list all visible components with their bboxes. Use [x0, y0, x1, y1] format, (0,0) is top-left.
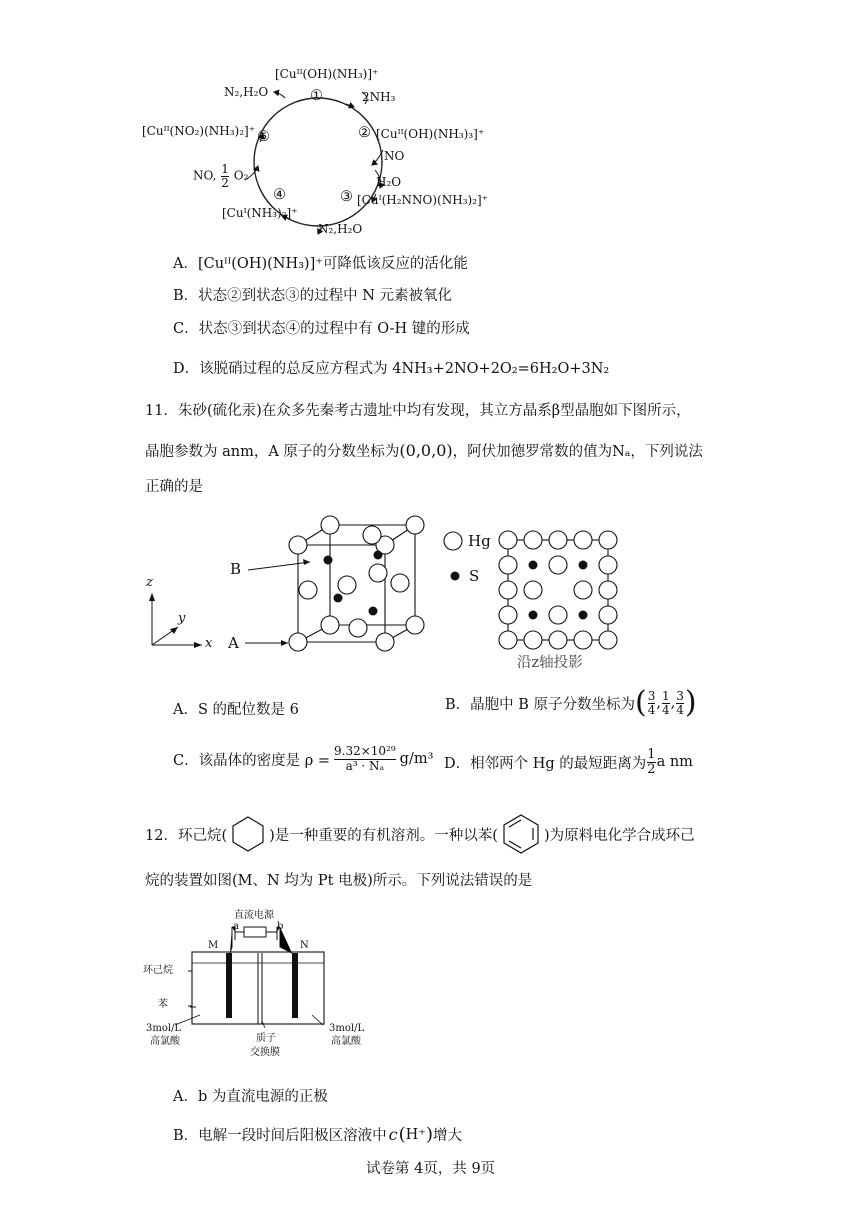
cycle-state-4: [Cuᴵ(NH₃)₂]⁺: [222, 206, 298, 220]
s-atom: [324, 556, 333, 565]
cycle-num-2: ②: [358, 125, 371, 141]
s-atom: [374, 551, 383, 560]
page-footer: 试卷第 4页，共 9页: [366, 1161, 496, 1177]
cycle-state-5: [Cuᴵᴵ(NO₂)(NH₃)₂]⁺: [142, 124, 256, 138]
q11-option-d: D．相邻两个 Hg 的最短距离为 $\frac{1}{2}$ a nm: [444, 747, 693, 777]
q12-option-a: A．b 为直流电源的正极: [173, 1089, 328, 1105]
cycle-state-2: [Cuᴵᴵ(OH)(NH₃)₃]⁺: [376, 127, 485, 141]
cycle-num-5: ⑤: [257, 129, 270, 145]
q11-option-c: C．该晶体的密度是 ρ = 9.32×10²⁹ a³ · Nₐ g/m³: [173, 744, 434, 773]
cycle-num-3: ③: [340, 189, 353, 205]
q10-option-c: C．状态③到状态④的过程中有 O-H 键的形成: [173, 321, 470, 337]
cycle-state-1: [Cuᴵᴵ(OH)(NH₃)]⁺: [275, 67, 379, 81]
benzene-inlet: 苯: [158, 999, 168, 1010]
axis-y: y: [178, 611, 186, 626]
q12-stem-line1: 12．环己烷( )是一种重要的有机溶剂。一种以苯( )为原料电化学合成环己: [145, 812, 695, 856]
cyclohexane-outlet: 环己烷: [143, 965, 173, 976]
avogadro-symbol: Nₐ: [612, 444, 631, 460]
hg-atom: [376, 633, 394, 651]
cycle-in-no-o2: NO, $\frac{1}{2}$ O₂: [193, 162, 249, 190]
q11-option-b: B．晶胞中 B 原子分数坐标为 ( $\frac{3}{4}$ , $\frac{1}{4}$ , $\frac{3}{4}$ ): [445, 685, 697, 720]
q10-option-d: D．该脱硝过程的总反应方程式为 4NH₃+2NO+2O₂=6H₂O+3N₂: [173, 361, 610, 377]
legend-hg: Hg: [468, 532, 491, 550]
left-concentration: 3mol/L: [146, 1023, 182, 1034]
cycle-out-h2o: H₂O: [376, 175, 402, 189]
half-fraction: $\frac{1}{2}$: [221, 162, 229, 190]
hg-atom: [289, 633, 307, 651]
cycle-num-1: ①: [310, 88, 323, 104]
hg-atom: [406, 516, 424, 534]
q11-stem-line3: 正确的是: [145, 479, 203, 495]
pole-a: a: [233, 921, 239, 932]
hg-atom: [321, 516, 339, 534]
axis-z: z: [146, 575, 153, 590]
power-source-label: 直流电源: [234, 910, 274, 921]
label-b: B: [230, 560, 242, 578]
cycle-out-n2h2o-bottom: N₂,H₂O: [318, 222, 363, 236]
left-acid: 高氯酸: [150, 1036, 180, 1047]
hg-atom: [349, 619, 367, 637]
q12-stem-line2: 烷的装置如图(M、N 均为 Pt 电极)所示。下列说法错误的是: [145, 873, 533, 889]
q11-stem-line1: 11．朱砂(硫化汞)在众多先秦考古遗址中均有发现，其立方晶系β型晶胞如下图所示，: [145, 403, 691, 419]
projection-diagram: [493, 530, 623, 660]
s-atom: [334, 594, 343, 603]
unit-cell-diagram: [140, 515, 470, 665]
cycle-state-3: [Cuᴵ(H₂NNO)(NH₃)₂]⁺: [357, 193, 489, 207]
hg-atom: [369, 564, 387, 582]
hg-atom: [289, 536, 307, 554]
legend-s: S: [469, 567, 480, 585]
q10-option-a: A．[Cuᴵᴵ(OH)(NH₃)]⁺可降低该反应的活化能: [173, 256, 468, 272]
q10-option-b: B．状态②到状态③的过程中 N 元素被氧化: [173, 288, 453, 304]
q11-option-a: A．S 的配位数是 6: [173, 702, 299, 718]
pole-b: b: [277, 921, 284, 932]
cycle-in-nh3: 2NH₃: [362, 90, 396, 104]
benzene-icon: [499, 812, 543, 856]
hg-atom: [391, 574, 409, 592]
label-a: A: [228, 634, 239, 652]
right-concentration: 3mol/L: [329, 1023, 365, 1034]
membrane-label-2: 交换膜: [250, 1047, 280, 1058]
q11-stem-line2: 晶胞参数为 anm，A 原子的分数坐标为(0,0,0)，阿伏加德罗常数的值为Nₐ，下列说法: [145, 441, 703, 460]
hg-atom: [406, 616, 424, 634]
hg-atom: [321, 616, 339, 634]
hg-atom: [338, 576, 356, 594]
q12-option-b: B．电解一段时间后阳极区溶液中 c ( H⁺ ) 增大: [173, 1124, 462, 1145]
projection-caption: 沿z轴投影: [517, 655, 583, 671]
electrode-m: M: [208, 940, 219, 951]
catalytic-cycle-diagram: [140, 62, 500, 240]
coord-a: (0,0,0): [399, 441, 453, 460]
cycle-in-no: NO: [384, 149, 405, 163]
cycle-num-4: ④: [273, 187, 286, 203]
electrode-n: N: [300, 940, 309, 951]
axis-x: x: [205, 636, 213, 651]
hg-atom: [363, 526, 381, 544]
cycle-out-n2h2o-top: N₂,H₂O: [224, 85, 269, 99]
hg-atom: [299, 581, 317, 599]
membrane-label-1: 质子: [256, 1033, 276, 1044]
cyclohexane-icon: [228, 814, 268, 854]
s-atom: [369, 607, 378, 616]
right-acid: 高氯酸: [331, 1036, 361, 1047]
